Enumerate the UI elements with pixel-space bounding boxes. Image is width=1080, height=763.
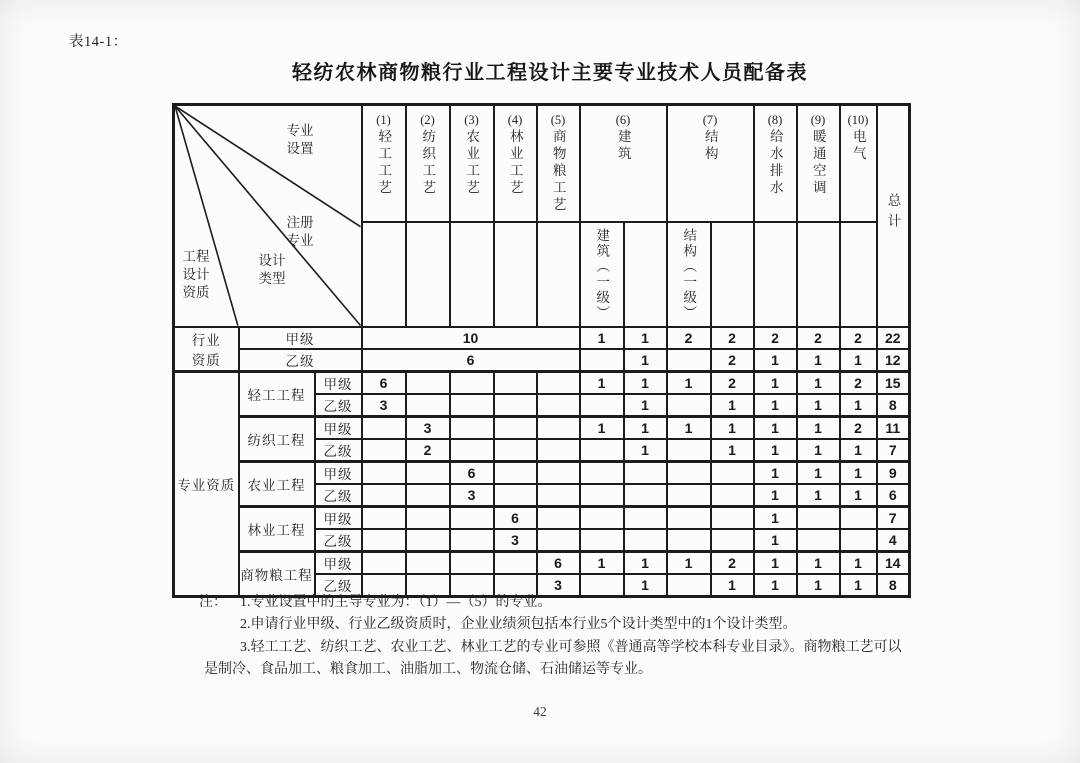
value-cell: 1	[840, 349, 877, 372]
value-cell: 6	[362, 371, 406, 394]
value-cell: 1	[840, 551, 877, 574]
total-cell: 8	[877, 394, 910, 417]
col-label: 轻工工艺	[376, 129, 392, 197]
value-cell	[406, 551, 450, 574]
value-cell	[406, 484, 450, 507]
value-cell: 2	[797, 327, 840, 349]
subcol-label: 结构（一级）	[681, 227, 697, 321]
value-cell	[580, 529, 624, 552]
value-cell	[406, 394, 450, 417]
total-cell: 7	[877, 506, 910, 529]
value-cell	[797, 506, 840, 529]
value-cell: 3	[537, 574, 580, 597]
value-cell	[450, 394, 494, 417]
value-cell	[362, 484, 406, 507]
value-cell: 10	[362, 327, 580, 349]
value-cell: 1	[797, 394, 840, 417]
value-cell: 1	[754, 461, 797, 484]
value-cell: 1	[754, 439, 797, 462]
value-cell	[450, 506, 494, 529]
value-cell: 1	[624, 551, 667, 574]
grade-label: 乙级	[315, 394, 362, 417]
col-number: (3)	[464, 113, 479, 127]
row-group-label	[174, 327, 239, 372]
value-cell: 2	[406, 439, 450, 462]
value-cell: 6	[450, 461, 494, 484]
table-row	[174, 551, 910, 574]
value-cell: 1	[754, 574, 797, 597]
total-cell: 11	[877, 416, 910, 439]
value-cell: 2	[840, 327, 877, 349]
total-cell: 6	[877, 484, 910, 507]
col-header-3	[450, 105, 494, 222]
grade-label: 甲级	[315, 371, 362, 394]
value-cell	[537, 484, 580, 507]
value-cell: 1	[580, 371, 624, 394]
value-cell: 1	[580, 416, 624, 439]
grade-label: 甲级	[239, 327, 362, 349]
value-cell: 1	[840, 439, 877, 462]
value-cell	[537, 506, 580, 529]
value-cell	[494, 439, 537, 462]
col-label: 结构	[702, 129, 718, 163]
value-cell	[537, 439, 580, 462]
value-cell	[580, 484, 624, 507]
value-cell: 1	[711, 416, 754, 439]
row-group-label: 专业资质	[174, 371, 239, 596]
total-cell: 14	[877, 551, 910, 574]
value-cell	[362, 461, 406, 484]
total-cell: 9	[877, 461, 910, 484]
value-cell: 1	[797, 371, 840, 394]
value-cell	[580, 439, 624, 462]
staffing-table	[172, 103, 911, 598]
col-header-6	[580, 105, 667, 222]
grade-label: 乙级	[315, 574, 362, 597]
value-cell	[450, 416, 494, 439]
value-cell	[362, 529, 406, 552]
grade-label: 乙级	[315, 529, 362, 552]
value-cell	[494, 394, 537, 417]
corner-label-qualification: 工程设计资质	[182, 249, 210, 300]
value-cell	[667, 529, 711, 552]
value-cell	[494, 416, 537, 439]
value-cell	[537, 529, 580, 552]
value-cell	[406, 461, 450, 484]
value-cell	[450, 529, 494, 552]
col-number: (9)	[810, 113, 826, 127]
value-cell: 1	[624, 439, 667, 462]
value-cell: 1	[624, 394, 667, 417]
empty-subheader-cell	[362, 222, 406, 327]
value-cell	[537, 394, 580, 417]
table-row	[174, 371, 910, 394]
value-cell	[450, 551, 494, 574]
value-cell	[667, 461, 711, 484]
value-cell	[624, 484, 667, 507]
value-cell: 1	[797, 484, 840, 507]
value-cell: 1	[754, 416, 797, 439]
value-cell	[362, 416, 406, 439]
value-cell: 1	[580, 327, 624, 349]
subcol-label: 建筑（一级）	[594, 227, 610, 321]
value-cell: 1	[624, 416, 667, 439]
profession-label: 商物粮工程	[239, 551, 315, 596]
value-cell	[362, 551, 406, 574]
value-cell	[667, 484, 711, 507]
empty-subheader-cell	[537, 222, 580, 327]
value-cell: 2	[667, 327, 711, 349]
value-cell: 1	[754, 529, 797, 552]
value-cell	[667, 394, 711, 417]
value-cell: 1	[797, 551, 840, 574]
value-cell: 1	[840, 574, 877, 597]
value-cell: 1	[754, 394, 797, 417]
col-label: 电气	[850, 129, 866, 163]
col-number: (1)	[376, 113, 391, 127]
total-cell: 8	[877, 574, 910, 597]
grade-label: 甲级	[315, 416, 362, 439]
table-row	[174, 349, 910, 372]
empty-subheader-cell	[624, 222, 667, 327]
total-cell: 12	[877, 349, 910, 372]
value-cell	[667, 439, 711, 462]
corner-cell	[174, 105, 362, 327]
col-label: 建筑	[615, 129, 631, 163]
value-cell	[711, 506, 754, 529]
grade-label: 甲级	[315, 461, 362, 484]
col-header-8	[754, 105, 797, 222]
total-label: 总计	[885, 192, 901, 234]
table-row	[174, 327, 910, 349]
value-cell	[624, 461, 667, 484]
profession-label: 林业工程	[239, 506, 315, 551]
value-cell	[580, 394, 624, 417]
profession-label: 农业工程	[239, 461, 315, 506]
empty-subheader-cell	[840, 222, 877, 327]
value-cell	[711, 461, 754, 484]
col-label: 商物粮工艺	[550, 129, 566, 214]
value-cell	[450, 371, 494, 394]
value-cell: 6	[494, 506, 537, 529]
page-number: 42	[533, 704, 547, 719]
col-number: (8)	[767, 113, 783, 127]
col-header-7	[667, 105, 754, 222]
empty-subheader-cell	[797, 222, 840, 327]
subcol-header-architecture	[580, 222, 624, 327]
value-cell: 1	[754, 551, 797, 574]
note-item-2: 2.申请行业甲级、行业乙级资质时，企业业绩须包括本行业5个设计类型中的1个设计类型。	[240, 616, 797, 632]
page-title: 轻纺农林商物粮行业工程设计主要专业技术人员配备表	[292, 62, 808, 84]
col-label: 林业工艺	[507, 129, 523, 197]
grade-label: 乙级	[315, 484, 362, 507]
value-cell	[624, 506, 667, 529]
value-cell: 1	[711, 394, 754, 417]
value-cell: 3	[450, 484, 494, 507]
value-cell	[667, 349, 711, 372]
notes-block	[199, 592, 911, 680]
table-label: 表14-1：	[69, 34, 128, 50]
value-cell	[580, 349, 624, 372]
empty-subheader-cell	[754, 222, 797, 327]
value-cell	[494, 551, 537, 574]
col-number: (7)	[702, 113, 718, 127]
value-cell	[537, 461, 580, 484]
grade-label: 乙级	[315, 439, 362, 462]
value-cell: 1	[797, 461, 840, 484]
total-cell: 4	[877, 529, 910, 552]
table-row	[174, 416, 910, 439]
value-cell	[797, 529, 840, 552]
value-cell: 3	[494, 529, 537, 552]
subcol-header-structure	[667, 222, 711, 327]
value-cell: 1	[797, 574, 840, 597]
col-header-5	[537, 105, 580, 222]
value-cell: 1	[840, 484, 877, 507]
value-cell	[580, 506, 624, 529]
note-item-1: 1.专业设置中的主导专业为：（1）—（5）的专业。	[240, 595, 552, 610]
corner-label-major-setup: 专业设置	[286, 123, 314, 156]
value-cell	[450, 439, 494, 462]
value-cell	[362, 506, 406, 529]
corner-label-registered-major: 注册专业	[286, 215, 314, 248]
value-cell	[840, 529, 877, 552]
value-cell: 1	[580, 551, 624, 574]
value-cell: 1	[667, 371, 711, 394]
col-number: (5)	[550, 113, 566, 127]
value-cell	[406, 506, 450, 529]
value-cell	[711, 529, 754, 552]
col-header-total	[877, 105, 910, 327]
value-cell: 2	[711, 349, 754, 372]
value-cell	[537, 371, 580, 394]
value-cell: 1	[754, 349, 797, 372]
value-cell	[494, 461, 537, 484]
value-cell	[494, 371, 537, 394]
col-number: (10)	[847, 113, 869, 127]
cell-text: 行业资质	[191, 332, 221, 368]
grade-label: 甲级	[315, 551, 362, 574]
value-cell: 1	[624, 349, 667, 372]
col-header-1	[362, 105, 406, 222]
value-cell	[580, 461, 624, 484]
empty-subheader-cell	[711, 222, 754, 327]
value-cell: 2	[840, 371, 877, 394]
value-cell: 1	[667, 416, 711, 439]
value-cell: 1	[840, 461, 877, 484]
value-cell: 1	[711, 574, 754, 597]
col-header-4	[494, 105, 537, 222]
value-cell: 1	[754, 371, 797, 394]
col-label: 纺织工艺	[420, 129, 436, 197]
value-cell: 1	[667, 551, 711, 574]
empty-subheader-cell	[406, 222, 450, 327]
col-number: (4)	[507, 113, 523, 127]
col-label: 暖通空调	[810, 129, 826, 197]
value-cell: 2	[711, 371, 754, 394]
value-cell: 3	[406, 416, 450, 439]
value-cell: 3	[362, 394, 406, 417]
grade-label: 乙级	[239, 349, 362, 372]
table-row	[174, 506, 910, 529]
value-cell: 1	[624, 371, 667, 394]
value-cell: 2	[711, 327, 754, 349]
value-cell: 1	[797, 349, 840, 372]
table-body	[174, 327, 910, 597]
value-cell	[711, 484, 754, 507]
value-cell: 1	[711, 439, 754, 462]
value-cell: 2	[840, 416, 877, 439]
profession-label: 轻工工程	[239, 371, 315, 416]
empty-subheader-cell	[494, 222, 537, 327]
corner-label-design-type: 设计类型	[258, 253, 286, 286]
value-cell: 2	[711, 551, 754, 574]
value-cell	[537, 416, 580, 439]
value-cell	[494, 484, 537, 507]
value-cell	[624, 529, 667, 552]
empty-subheader-cell	[450, 222, 494, 327]
value-cell	[362, 439, 406, 462]
value-cell: 1	[840, 394, 877, 417]
col-label: 农业工艺	[464, 129, 480, 197]
col-number: (6)	[615, 113, 631, 127]
col-number: (2)	[420, 113, 435, 127]
header-row-top	[174, 105, 910, 222]
profession-label: 纺织工程	[239, 416, 315, 461]
value-cell	[406, 371, 450, 394]
total-cell: 15	[877, 371, 910, 394]
value-cell: 1	[624, 574, 667, 597]
note-item-3: 3.轻工工艺、纺织工艺、农业工艺、林业工艺的专业可参照《普通高等学校本科专业目录》。商物粮工艺可以是制冷、食品加工、粮食加工、油脂加工、物流仓储、石油储运等专业。	[204, 640, 902, 677]
col-label: 给水排水	[767, 129, 783, 197]
value-cell: 2	[754, 327, 797, 349]
value-cell: 1	[754, 506, 797, 529]
grade-label: 甲级	[315, 506, 362, 529]
note-mark: 注：	[199, 595, 227, 610]
value-cell: 1	[797, 416, 840, 439]
total-cell: 22	[877, 327, 910, 349]
col-header-9	[797, 105, 840, 222]
col-header-10	[840, 105, 877, 222]
value-cell	[406, 529, 450, 552]
value-cell: 1	[624, 327, 667, 349]
value-cell: 6	[537, 551, 580, 574]
value-cell	[840, 506, 877, 529]
value-cell	[667, 506, 711, 529]
col-header-2	[406, 105, 450, 222]
value-cell: 6	[362, 349, 580, 372]
total-cell: 7	[877, 439, 910, 462]
value-cell: 1	[754, 484, 797, 507]
table-row	[174, 461, 910, 484]
value-cell: 1	[797, 439, 840, 462]
